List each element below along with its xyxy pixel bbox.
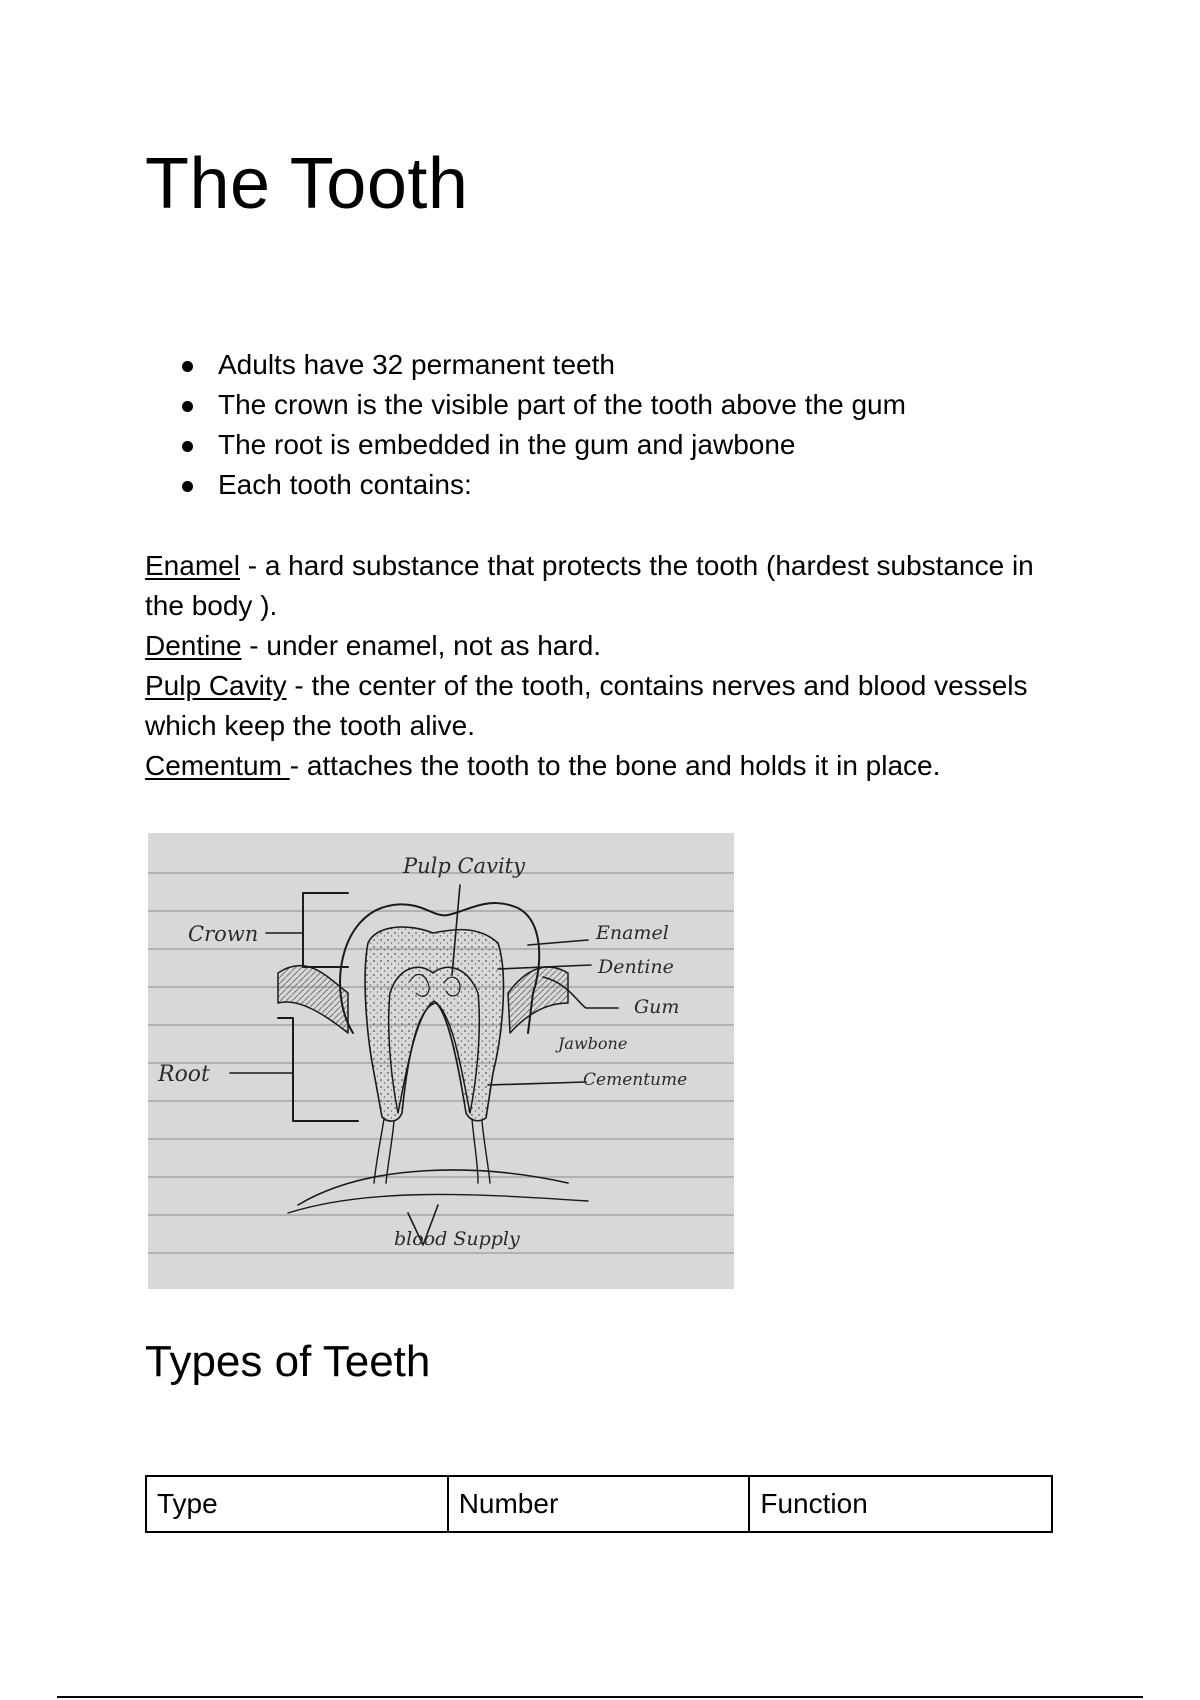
column-header-number: Number: [448, 1476, 750, 1532]
label-gum: Gum: [634, 996, 680, 1018]
column-header-function: Function: [749, 1476, 1052, 1532]
term-cementum: Cementum: [145, 750, 290, 781]
label-pulp-cavity: Pulp Cavity: [403, 854, 525, 878]
definition-dentine: [145, 626, 1045, 666]
tooth-diagram-photo: [148, 833, 734, 1289]
table-header-row: [146, 1476, 1052, 1532]
list-item: Each tooth contains:: [218, 465, 906, 505]
label-cementum: Cementume: [583, 1070, 688, 1090]
label-enamel: Enamel: [596, 922, 669, 944]
definition-cementum: [145, 746, 1045, 786]
list-item: Adults have 32 permanent teeth: [218, 345, 906, 385]
definition-text: - the center of the tooth, contains nerves and blood vessels which keep the tooth alive.: [145, 670, 1028, 741]
crown-bracket: [303, 893, 348, 967]
footer-divider: [57, 1696, 1143, 1698]
page-title: The Tooth: [145, 144, 469, 224]
definition-text: - attaches the tooth to the bone and holds it in place.: [289, 750, 941, 781]
term-enamel: Enamel: [145, 550, 240, 581]
label-blood-supply: blood Supply: [394, 1228, 520, 1250]
section-title: Types of Teeth: [145, 1337, 431, 1386]
facts-list: [218, 345, 906, 505]
label-crown: Crown: [188, 922, 259, 946]
gum-shape: [278, 966, 348, 1033]
label-jawbone: Jawbone: [558, 1034, 628, 1053]
list-item: The root is embedded in the gum and jawbone: [218, 425, 906, 465]
label-root: Root: [158, 1062, 210, 1087]
definition-pulp-cavity: [145, 666, 1045, 746]
definition-text: - a hard substance that protects the tooth (hardest substance in the body ).: [145, 550, 1034, 621]
definition-enamel: [145, 546, 1045, 626]
tooth-diagram: [148, 833, 734, 1289]
term-dentine: Dentine: [145, 630, 242, 661]
list-item: The crown is the visible part of the tooth above the gum: [218, 385, 906, 425]
column-header-type: Type: [146, 1476, 448, 1532]
teeth-table: [145, 1475, 1053, 1533]
label-dentine: Dentine: [598, 956, 674, 978]
definitions: [145, 546, 1045, 786]
term-pulp-cavity: Pulp Cavity: [145, 670, 287, 701]
root-bracket: [278, 1018, 358, 1121]
definition-text: - under enamel, not as hard.: [241, 630, 602, 661]
dentine-area: [365, 927, 503, 1121]
